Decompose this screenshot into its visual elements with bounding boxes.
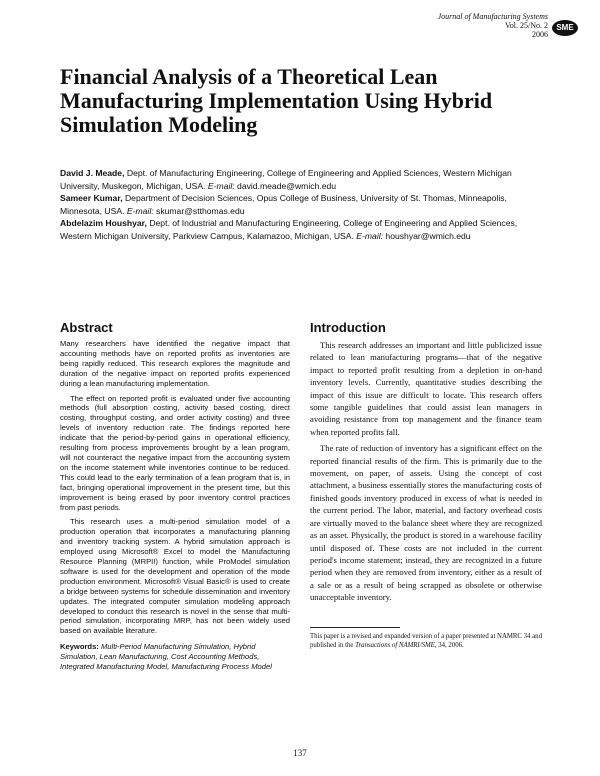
- author-block: [60, 167, 550, 243]
- keywords-label: Keywords:: [60, 642, 99, 652]
- author-email[interactable]: skumar@stthomas.edu: [156, 205, 245, 216]
- journal-name: Journal of Manufacturing Systems: [437, 12, 548, 21]
- keywords-text: Multi-Period Manufacturing Simulation, Hybrid Simulation, Lean Manufacturing, Cost Accounting Methods, Integrated Manufacturing Model, Manufacturing Process Model: [60, 642, 272, 672]
- abstract-paragraph: The effect on reported profit is evaluated under five accounting methods (full absorption costing, activity based costing, direct costing, throughput costing, and order activity costing) and three levels of inventory reduction rate. The findings reported here indicate that the period-by-period gains in operational efficiency, resulting from process improvements brought by a lean program, will not counteract the negative impact from the accounting system on the income statement while inventories continue to be reduced. This could lead to the early termination of a lean program that is, in fact, bringing operational improvement in the present time, but this improvement is being erased by poor inventory control practices from past periods.: [60, 393, 290, 512]
- author-affiliation: Dept. of Industrial and Manufacturing Engineering, College of Engineering and Applied Sciences, Western Michigan University, Parkview Campus, Kalamazoo, Michigan, USA.: [60, 218, 518, 241]
- email-label: E-mail:: [207, 180, 235, 191]
- introduction-paragraph: This research addresses an important and little publicized issue related to lean manufacturing programs—that of the negative impact to reported profit resulting from a depletion in on-hand inventory levels. Currently, quantitative studies describing the impact of this issue are difficult to locate. This research offers some tangible guidelines that could assist lean managers in avoiding resistance from top management and the finance team when reported profits fall.: [310, 340, 542, 437]
- email-label: E-mail:: [356, 230, 384, 241]
- email-label: E-mail:: [126, 205, 154, 216]
- introduction-paragraph: The rate of reduction of inventory has a significant effect on the reported financial results of the firm. This is primarily due to the movement, on paper, of assets. Using the concept of cost attachment, a business essentially stores the manufacturing costs of finished goods inventory produced in excess of what is needed in the current period. The labor, material, and factory overhead costs are virtually moved to the balance sheet where they are recognized as an asset. Physically, the product is stored in a warehouse facility until disposed of. These costs are not included in the current period's income statement; instead, they are recognized in a future period when they are removed from inventory, either as a result of a sale or as a result of being scrapped as obsolete or otherwise unacceptable inventory.: [310, 443, 542, 603]
- introduction-column: [310, 320, 542, 608]
- keywords: [60, 642, 290, 672]
- footnote-tail: , 34, 2006.: [434, 641, 464, 649]
- abstract-column: [60, 320, 290, 672]
- abstract-paragraph: This research uses a multi-period simulation model of a production operation that incorporates a manufacturing planning and inventory tracking system. A hybrid simulation approach is employed using Microsoft® Excel to model the Manufacturing Resource Planning (MRPII) function, while ProModel simulation software is used for the development and operation of the mode production environment. Microsoft® Visual Basic® is used to create a bridge between systems for schedule dissemination and inventory updates. The integrated computer simulation modeling approach developed to conduct this research is novel in the sense that multi-period simulation, incorporating MRP, has not been widely used based on available literature.: [60, 517, 290, 636]
- sme-logo: SME: [552, 20, 578, 36]
- author-name: David J. Meade,: [60, 168, 125, 178]
- footnote-text: This paper is a revised and expanded version of a paper presented at NAMRC 34 and published in the: [310, 633, 542, 649]
- abstract-paragraph: Many researchers have identified the negative impact that accounting methods have on reported profits as inventories are being rapidly reduced. This research explores the magnitude and duration of the negative impact on reported profits experienced during a lean manufacturing implementation.: [60, 339, 290, 388]
- author-email[interactable]: david.meade@wmich.edu: [237, 180, 337, 191]
- author-affiliation: Dept. of Manufacturing Engineering, College of Engineering and Applied Sciences, Western Michigan University, Muskegon, Michigan, USA.: [60, 168, 512, 191]
- author-name: Abdelazim Houshyar,: [60, 218, 147, 229]
- author-1: [60, 167, 550, 192]
- journal-volume: Vol. 25/No. 2: [505, 21, 548, 30]
- footnote: [310, 633, 542, 650]
- abstract-heading: Abstract: [60, 320, 113, 335]
- footnote-journal: Transactions of NAMRI/SME: [355, 641, 435, 649]
- author-affiliation: Department of Decision Sciences, Opus College of Business, University of St. Thomas, Minneapolis, Minnesota, USA.: [60, 193, 507, 216]
- journal-header: [438, 12, 548, 39]
- introduction-heading: Introduction: [310, 320, 386, 335]
- author-2: [60, 192, 550, 217]
- author-name: Sameer Kumar,: [60, 193, 123, 204]
- author-email[interactable]: houshyar@wmich.edu: [385, 230, 471, 241]
- paper-title: Financial Analysis of a Theoretical Lean Manufacturing Implementation Using Hybrid Simulation Modeling: [60, 64, 493, 137]
- footnote-divider: [310, 627, 400, 628]
- page-number: 137: [293, 748, 307, 758]
- author-3: [60, 217, 550, 242]
- journal-year: 2006: [532, 30, 548, 39]
